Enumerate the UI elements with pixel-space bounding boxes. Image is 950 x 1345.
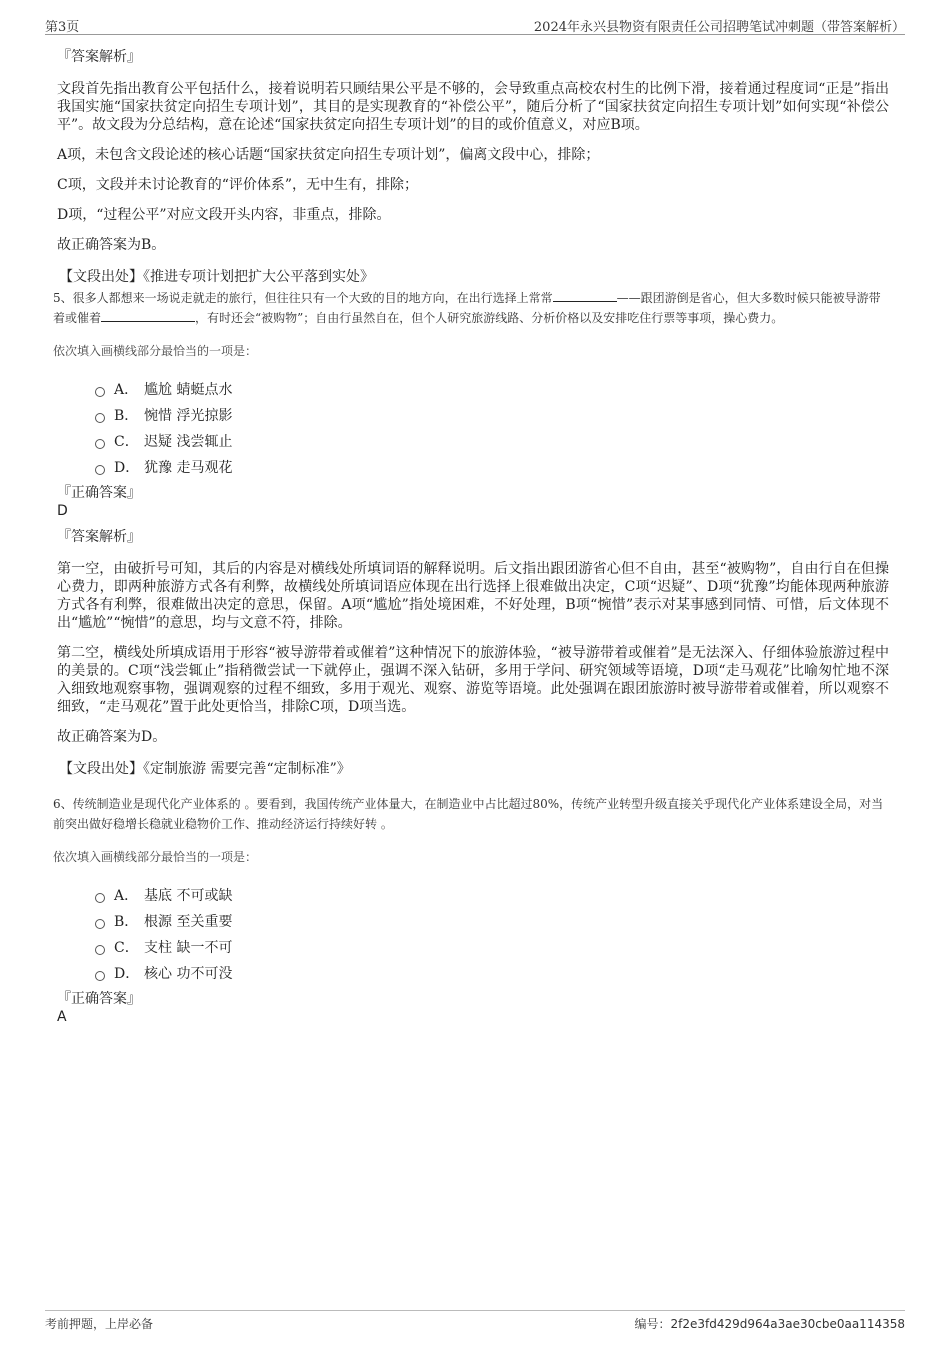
page-footer xyxy=(45,1310,905,1331)
analysis-paragraph: C项，文段并未讨论教育的“评价体系”，无中生有，排除； xyxy=(57,177,419,193)
analysis-paragraph: 第二空，横线处所填成语用于形容“被导游带着或催着”这种情况下的旅游体验，“被导游带着或催着”是无法深入、仔细体验旅游过程中的美景的。C项“浅尝辄止”指稍微尝试一下就停止，强调不深入钻研，多用于学问、研究领域等语境，D项“走马观花”比喻匆忙地不深入细致地观察事物，强调观察的过程不细致，多用于观光、观察、游览等语境。此处强调在跟团旅游时被导游带着或催着，所以观察不细致，“走马观花”置于此处更恰当，排除C项，D项当选。 xyxy=(57,645,889,715)
radio-icon[interactable] xyxy=(95,945,105,955)
option-b[interactable]: B． 根源 至关重要 xyxy=(95,908,889,934)
question-prompt: 依次填入画横线部分最恰当的一项是： xyxy=(53,850,258,864)
question-6-text: 6、传统制造业是现代化产业体系的 。要看到，我国传统产业体量大，在制造业中占比超过80%，传统产业转型升级直接关乎现代化产业体系建设全局，对当前突出做好稳增长稳就业稳物价工作、推动经济运行持续好转 。 xyxy=(53,797,884,831)
correct-answer: D xyxy=(57,503,68,519)
footer-slogan: 考前押题，上岸必备 xyxy=(45,1317,154,1331)
analysis-paragraph: 第一空，由破折号可知，其后的内容是对横线处所填词语的解释说明。后文指出跟团游省心但不自由，甚至“被购物”，自由行自在但操心费力，即两种旅游方式各有利弊，故横线处所填词语应体现在出行选择上很难做出决定，C项“迟疑”、D项“犹豫”均能体现两种旅游方式各有利弊，很难做出决定的意思，保留。A项“尴尬”指处境困难，不好处理，B项“惋惜”表示对某事感到同情、可惜，后文体现不出“尴尬”“惋惜”的意思，均与文意不符，排除。 xyxy=(57,561,889,631)
source-citation: 【文段出处】《定制旅游 需要完善“定制标准”》 xyxy=(59,761,351,777)
analysis-paragraph: D项，“过程公平”对应文段开头内容，非重点，排除。 xyxy=(57,207,391,223)
analysis-paragraph: A项，未包含文段论述的核心话题“国家扶贫定向招生专项计划”，偏离文段中心，排除； xyxy=(57,147,600,163)
document-title: 2024年永兴县物资有限责任公司招聘笔试冲刺题（带答案解析） xyxy=(533,20,905,35)
option-b[interactable]: B． 惋惜 浮光掠影 xyxy=(95,402,889,428)
page-header xyxy=(45,14,905,35)
option-d[interactable]: D． 核心 功不可没 xyxy=(95,960,889,986)
source-citation: 【文段出处】《推进专项计划把扩大公平落到实处》 xyxy=(59,269,374,285)
answer-conclusion: 故正确答案为D。 xyxy=(57,729,167,745)
correct-answer-label: 『正确答案』 xyxy=(57,991,141,1007)
page-content xyxy=(53,48,889,1026)
radio-icon[interactable] xyxy=(95,893,105,903)
analysis-label: 『答案解析』 xyxy=(57,49,141,65)
options-list xyxy=(95,882,889,986)
correct-answer-label: 『正确答案』 xyxy=(57,485,141,501)
fill-blank xyxy=(553,288,617,302)
fill-blank xyxy=(101,308,195,322)
radio-icon[interactable] xyxy=(95,387,105,397)
radio-icon[interactable] xyxy=(95,971,105,981)
radio-icon[interactable] xyxy=(95,919,105,929)
option-c[interactable]: C． 迟疑 浅尝辄止 xyxy=(95,428,889,454)
option-d[interactable]: D． 犹豫 走马观花 xyxy=(95,454,889,480)
options-list xyxy=(95,376,889,480)
option-a[interactable]: A． 尴尬 蜻蜓点水 xyxy=(95,376,889,402)
correct-answer: A xyxy=(57,1009,67,1025)
radio-icon[interactable] xyxy=(95,413,105,423)
question-5-text: 5、很多人都想来一场说走就走的旅行，但往往只有一个大致的目的地方向，在出行选择上常常 ——跟团游倒是省心，但大多数时候只能被导游带着或催着 ，有时还会“被购物”；自由行虽然自在，但个人研究旅游线路、分析价格以及安排吃住行票等事项，操心费力。 xyxy=(53,288,889,328)
page-number: 第3页 xyxy=(45,20,80,35)
option-c[interactable]: C． 支柱 缺一不可 xyxy=(95,934,889,960)
radio-icon[interactable] xyxy=(95,439,105,449)
document-code: 编号：2f2e3fd429d964a3ae30cbe0aa114358 xyxy=(634,1317,905,1331)
question-prompt: 依次填入画横线部分最恰当的一项是： xyxy=(53,344,258,358)
answer-conclusion: 故正确答案为B。 xyxy=(57,237,166,253)
radio-icon[interactable] xyxy=(95,465,105,475)
analysis-label: 『答案解析』 xyxy=(57,529,141,545)
analysis-paragraph: 文段首先指出教育公平包括什么，接着说明若只顾结果公平是不够的，会导致重点高校农村生的比例下滑，接着通过程度词“正是”指出我国实施“国家扶贫定向招生专项计划”，其目的是实现教育的“补偿公平”，随后分析了“国家扶贫定向招生专项计划”如何实现“补偿公平”。故文段为分总结构，意在论述“国家扶贫定向招生专项计划”的目的或价值意义，对应B项。 xyxy=(57,81,889,133)
option-a[interactable]: A． 基底 不可或缺 xyxy=(95,882,889,908)
